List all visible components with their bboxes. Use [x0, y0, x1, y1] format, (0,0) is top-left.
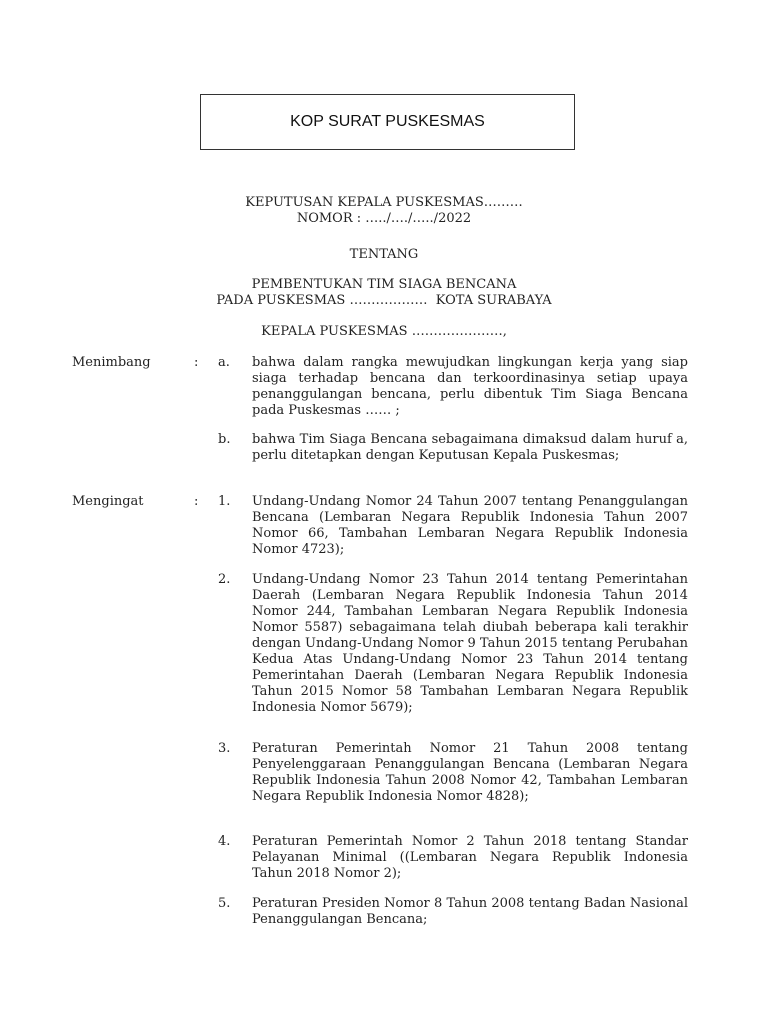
tentang-heading: TENTANG — [349, 247, 419, 262]
mengingat-marker-1: 1. — [218, 494, 231, 509]
menimbang-colon: : — [194, 355, 199, 370]
menimbang-marker-a: a. — [218, 355, 230, 370]
menimbang-label: Menimbang — [72, 355, 151, 370]
authority-line: KEPALA PUSKESMAS …………………, — [261, 324, 507, 339]
mengingat-item-3: Peraturan Pemerintah Nomor 21 Tahun 2008 tentang Penyelenggaraan Penanggulangan Bencana (Lembaran Negara Republik Indonesia Tahun 2008 Nomor 42, Tambahan Lembaran Negara Republik Indonesia Nomor 4828); — [252, 741, 688, 804]
letterhead-box — [200, 94, 575, 150]
mengingat-item-2: Undang-Undang Nomor 23 Tahun 2014 tentang Pemerintahan Daerah (Lembaran Negara Republik Indonesia Tahun 2014 Nomor 244, Tambahan Lembaran Negara Republik Indonesia Nomor 5587) sebagaimana telah diubah beberapa kali terakhir dengan Undang-Undang Nomor 9 Tahun 2015 tentang Perubahan Kedua Atas Undang-Undang Nomor 23 Tahun 2014 tentang Pemerintahan Daerah (Lembaran Negara Republik Indonesia Tahun 2015 Nomor 58 Tambahan Lembaran Negara Republik Indonesia Nomor 5679); — [252, 572, 688, 715]
menimbang-marker-b: b. — [218, 432, 231, 447]
mengingat-item-5: Peraturan Presiden Nomor 8 Tahun 2008 tentang Badan Nasional Penanggulangan Bencana; — [252, 896, 688, 927]
letterhead-text: KOP SURAT PUSKESMAS — [290, 113, 485, 130]
mengingat-colon: : — [194, 494, 199, 509]
decree-number: NOMOR : …../…./…../2022 — [296, 211, 472, 226]
decree-title: KEPUTUSAN KEPALA PUSKESMAS……… — [245, 195, 523, 210]
mengingat-marker-4: 4. — [218, 834, 231, 849]
mengingat-item-1: Undang-Undang Nomor 24 Tahun 2007 tentang Penanggulangan Bencana (Lembaran Negara Republik Indonesia Tahun 2007 Nomor 66, Tambahan Lembaran Negara Republik Indonesia Nomor 4723); — [252, 494, 688, 557]
subject-line-1: PEMBENTUKAN TIM SIAGA BENCANA — [251, 277, 517, 292]
mengingat-marker-3: 3. — [218, 741, 231, 756]
menimbang-item-b: bahwa Tim Siaga Bencana sebagaimana dimaksud dalam huruf a, perlu ditetapkan dengan Keputusan Kepala Puskesmas; — [252, 432, 688, 463]
menimbang-item-a: bahwa dalam rangka mewujudkan lingkungan kerja yang siap siaga terhadap bencana dan terkoordinasinya setiap upaya penanggulangan bencana, perlu dibentuk Tim Siaga Bencana pada Puskesmas …… ; — [252, 355, 688, 418]
mengingat-item-4: Peraturan Pemerintah Nomor 2 Tahun 2018 tentang Standar Pelayanan Minimal ((Lembaran Negara Republik Indonesia Tahun 2018 Nomor 2); — [252, 834, 688, 881]
mengingat-marker-5: 5. — [218, 896, 231, 911]
mengingat-label: Mengingat — [72, 494, 144, 509]
mengingat-marker-2: 2. — [218, 572, 231, 587]
subject-line-2: PADA PUSKESMAS ……………… KOTA SURABAYA — [216, 293, 552, 308]
